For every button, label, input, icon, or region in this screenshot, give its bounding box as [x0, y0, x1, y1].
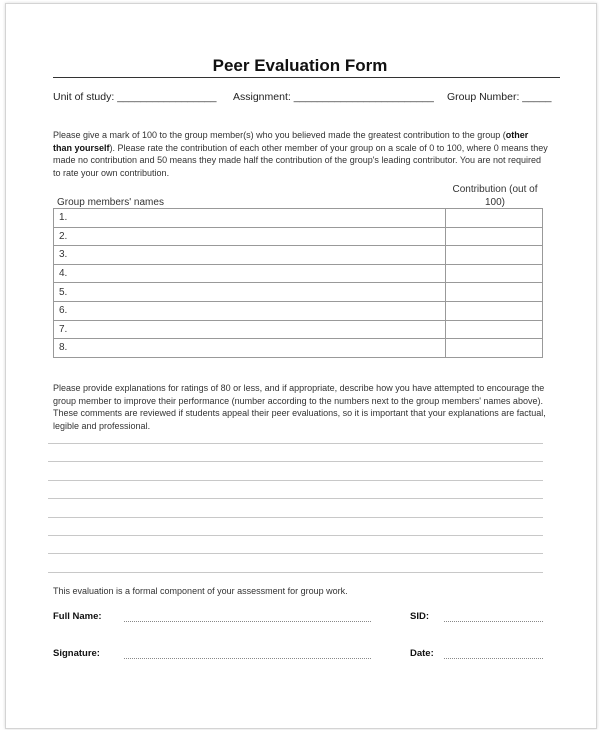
- full-name-label: Full Name:: [53, 611, 102, 622]
- names-column-header: Group members' names: [57, 197, 164, 208]
- group-members-table: [53, 208, 543, 358]
- full-name-input[interactable]: [124, 621, 371, 622]
- assessment-note: This evaluation is a formal component of your assessment for group work.: [53, 586, 348, 596]
- assignment-label: Assignment:: [233, 91, 291, 103]
- assignment-blank: ________________________: [293, 91, 434, 103]
- comment-line[interactable]: [48, 498, 543, 499]
- comment-line[interactable]: [48, 443, 543, 444]
- group-number-label: Group Number:: [447, 91, 520, 103]
- member-name-cell[interactable]: 8.: [54, 339, 446, 358]
- sid-input[interactable]: [444, 621, 543, 622]
- contribution-cell[interactable]: [446, 320, 543, 339]
- contribution-cell[interactable]: [446, 301, 543, 320]
- contribution-cell[interactable]: [446, 283, 543, 302]
- contribution-cell[interactable]: [446, 227, 543, 246]
- unit-of-study-blank: _________________: [117, 91, 217, 103]
- table-row: [54, 209, 543, 228]
- instructions-emphasis: other than yourself: [53, 130, 529, 153]
- contribution-cell[interactable]: [446, 246, 543, 265]
- instructions-text-1: Please give a mark of 100 to the group member(s) who you believed made the greatest contribution to the group (: [53, 130, 506, 140]
- comment-line[interactable]: [48, 461, 543, 462]
- member-name-cell[interactable]: 1.: [54, 209, 446, 228]
- member-name-cell[interactable]: 3.: [54, 246, 446, 265]
- comment-line[interactable]: [48, 517, 543, 518]
- title-divider: [53, 77, 560, 78]
- contribution-cell[interactable]: [446, 264, 543, 283]
- signature-label: Signature:: [53, 648, 100, 659]
- contribution-column-header: Contribution (out of 100): [452, 184, 538, 208]
- table-row: [54, 301, 543, 320]
- group-number-blank: _____: [522, 91, 552, 103]
- table-row: [54, 264, 543, 283]
- table-row: [54, 246, 543, 265]
- member-name-cell[interactable]: 2.: [54, 227, 446, 246]
- comment-line[interactable]: [48, 553, 543, 554]
- group-number-field[interactable]: [447, 91, 552, 103]
- rating-instructions: [53, 129, 548, 179]
- assignment-field[interactable]: [233, 91, 434, 103]
- comment-line[interactable]: [48, 535, 543, 536]
- member-name-cell[interactable]: 7.: [54, 320, 446, 339]
- table-row: [54, 227, 543, 246]
- sid-label: SID:: [410, 611, 429, 622]
- signature-input[interactable]: [124, 658, 371, 659]
- contribution-cell[interactable]: [446, 339, 543, 358]
- member-name-cell[interactable]: 6.: [54, 301, 446, 320]
- unit-of-study-label: Unit of study:: [53, 91, 115, 103]
- date-label: Date:: [410, 648, 434, 659]
- explanation-instructions: Please provide explanations for ratings of 80 or less, and if appropriate, describe how you have attempted to encourage the group member to improve their performance (number according to the numbers next to the group members' names above). These comments are reviewed if students appeal their peer evaluations, so it is important that your explanations are factual, legible and professional.: [53, 383, 546, 431]
- contribution-cell[interactable]: [446, 209, 543, 228]
- date-input[interactable]: [444, 658, 543, 659]
- member-name-cell[interactable]: 5.: [54, 283, 446, 302]
- unit-of-study-field[interactable]: [53, 91, 216, 103]
- page-title: Peer Evaluation Form: [212, 56, 388, 75]
- comment-line[interactable]: [48, 480, 543, 481]
- table-row: [54, 339, 543, 358]
- comment-line[interactable]: [48, 572, 543, 573]
- table-row: [54, 320, 543, 339]
- instructions-text-2: ). Please rate the contribution of each other member of your group on a scale of 0 to 100, where 0 means they made no contribution and 50 means they made half the contribution of the group's leading contributor. You are not required to rate your own contribution.: [53, 142, 548, 178]
- table-row: [54, 283, 543, 302]
- member-name-cell[interactable]: 4.: [54, 264, 446, 283]
